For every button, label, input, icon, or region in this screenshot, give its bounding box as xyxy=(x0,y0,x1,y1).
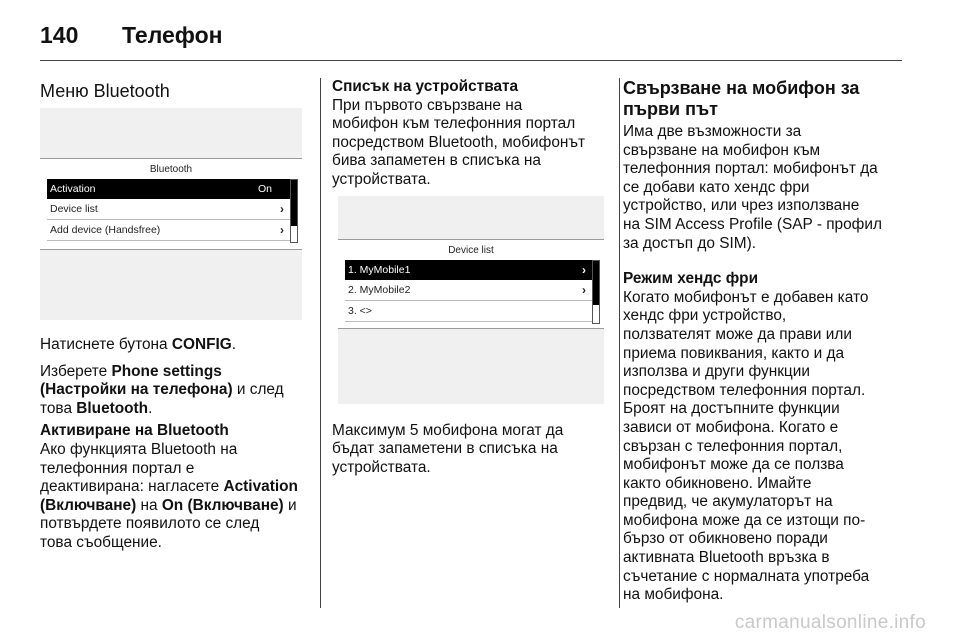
device-list-screen xyxy=(338,239,604,329)
gap xyxy=(623,253,909,270)
page-number: 140 xyxy=(40,22,79,48)
section-title-first-connection xyxy=(623,78,909,120)
text: потвърдете появилото се след xyxy=(40,515,260,533)
row-label: Device list xyxy=(50,203,98,215)
text-line: използва и други функции xyxy=(623,363,810,381)
row-label: 1. MyMobile1 xyxy=(348,264,411,276)
text-line: за достъп до SIM). xyxy=(623,234,756,252)
text: телефонния портал е xyxy=(40,459,195,477)
bold-text: Bluetooth xyxy=(76,399,149,417)
row-label: 2. MyMobile2 xyxy=(348,284,411,296)
menu-row-activation[interactable] xyxy=(47,179,290,199)
column-divider-1 xyxy=(320,78,321,608)
text: деактивирана: нагласете xyxy=(40,478,224,496)
text-line: ползвателят може да прави или xyxy=(623,325,852,343)
row-label: Activation xyxy=(50,183,96,195)
text: това xyxy=(40,399,77,417)
text-line: бързо от обикновено поради xyxy=(623,530,828,548)
section-title-bluetooth-menu: Меню Bluetooth xyxy=(40,81,170,101)
text-line: Когато мобифонът е добавен като xyxy=(623,288,869,306)
paragraph-select xyxy=(40,363,306,419)
bluetooth-screen xyxy=(40,158,302,250)
text: Максимум 5 мобифона могат да xyxy=(332,421,564,439)
paragraph-max-devices xyxy=(332,422,608,478)
chevron-right-icon: › xyxy=(582,283,586,297)
text: При първото свързване на xyxy=(332,96,523,114)
text-line: устройство, или чрез използване xyxy=(623,197,860,215)
activation-heading: Активиране на Bluetooth xyxy=(40,422,229,440)
menu-row-device-list[interactable] xyxy=(47,199,290,220)
text: на xyxy=(136,496,162,514)
paragraph-connection-options xyxy=(623,123,909,253)
scrollbar-thumb[interactable] xyxy=(593,261,599,305)
handsfree-heading: Режим хендс фри xyxy=(623,270,759,288)
text-line: на мобифона. xyxy=(623,586,724,604)
text-line: се добави като хендс фри xyxy=(623,178,810,196)
paragraph-activation xyxy=(40,441,306,553)
text: . xyxy=(231,336,237,353)
text-line: свързан с телефонния портал, xyxy=(623,437,843,455)
screen-list xyxy=(47,179,290,241)
bold-text: (Включване) xyxy=(40,496,137,514)
text: посредством Bluetooth, мобифонът xyxy=(332,133,586,151)
paragraph-config xyxy=(40,336,306,355)
text: и след xyxy=(232,381,284,399)
column-3 xyxy=(623,78,909,605)
paragraph-handsfree xyxy=(623,289,909,605)
scrollbar[interactable] xyxy=(592,260,600,324)
text-line: Броят на достъпните функции xyxy=(623,400,840,418)
text: бива запаметен в списъка на xyxy=(332,152,541,170)
bold-text: Phone settings xyxy=(111,362,222,380)
bold-text: CONFIG xyxy=(171,336,232,353)
text: . xyxy=(148,399,153,417)
text-line: посредством телефонния портал. xyxy=(623,381,866,399)
bold-text: Activation xyxy=(223,478,298,496)
chevron-right-icon: › xyxy=(280,223,284,237)
text: и xyxy=(283,496,297,514)
text-line: хендс фри устройство, xyxy=(623,307,787,325)
text: Свързване на мобифон за xyxy=(623,78,860,98)
text: бъдат запаметени в списъка на xyxy=(332,440,558,458)
text: първи път xyxy=(623,99,718,119)
text: устройствата. xyxy=(332,170,431,188)
chevron-right-icon: › xyxy=(280,202,284,216)
text: това съобщение. xyxy=(40,533,162,551)
text-line: мобифонът може да се ползва xyxy=(623,456,844,474)
gap xyxy=(40,355,306,363)
text-line: активната Bluetooth връзка в xyxy=(623,549,830,567)
header-divider xyxy=(40,60,902,61)
page-header xyxy=(40,10,902,50)
screen-title: Bluetooth xyxy=(149,164,193,175)
device-list-figure xyxy=(338,196,604,404)
text-line: телефонния портал: мобифонът да xyxy=(623,160,878,178)
chevron-right-icon: › xyxy=(582,263,586,277)
text-line: зависи от мобифона. Когато е xyxy=(623,418,839,436)
bluetooth-menu-figure xyxy=(40,108,302,320)
watermark: carmanualsonline.info xyxy=(734,612,926,633)
device-row-2[interactable] xyxy=(345,280,592,301)
text-line: мобифона може да се изтощи по- xyxy=(623,511,866,529)
row-label: 3. <> xyxy=(348,305,372,317)
bold-text: (Настройки на телефона) xyxy=(40,381,233,399)
device-row-1[interactable] xyxy=(345,260,592,280)
page-title: Телефон xyxy=(122,22,223,48)
bold-text: On (Включване) xyxy=(161,496,284,514)
column-divider-2 xyxy=(619,78,620,608)
paragraph-device-list xyxy=(332,97,608,190)
text: Натиснете бутона xyxy=(40,336,172,353)
screen-list xyxy=(345,260,592,322)
text-line: съчетание с нормалната употреба xyxy=(623,567,870,585)
scrollbar-thumb[interactable] xyxy=(291,180,297,226)
text: мобифон към телефонния портал xyxy=(332,115,576,133)
text: Изберете xyxy=(40,362,112,380)
scrollbar[interactable] xyxy=(290,179,298,243)
text-line: Има две възможности за xyxy=(623,123,802,140)
row-value: On xyxy=(257,183,272,195)
text-line: на SIM Access Profile (SAP - профил xyxy=(623,215,882,233)
text-line: свързване на мобифон към xyxy=(623,141,821,159)
text-line: приема повиквания, както и да xyxy=(623,344,845,362)
device-list-heading: Списък на устройствата xyxy=(332,78,519,95)
text: устройствата. xyxy=(332,458,431,476)
screen-title: Device list xyxy=(448,245,494,256)
text-line: предвид, че акумулаторът на xyxy=(623,493,833,511)
text: Ако функцията Bluetooth на xyxy=(40,440,238,458)
text-line: както обикновено. Имайте xyxy=(623,474,812,492)
menu-row-add-device[interactable] xyxy=(47,220,290,241)
row-label: Add device (Handsfree) xyxy=(50,224,161,236)
device-row-3[interactable] xyxy=(345,301,592,322)
